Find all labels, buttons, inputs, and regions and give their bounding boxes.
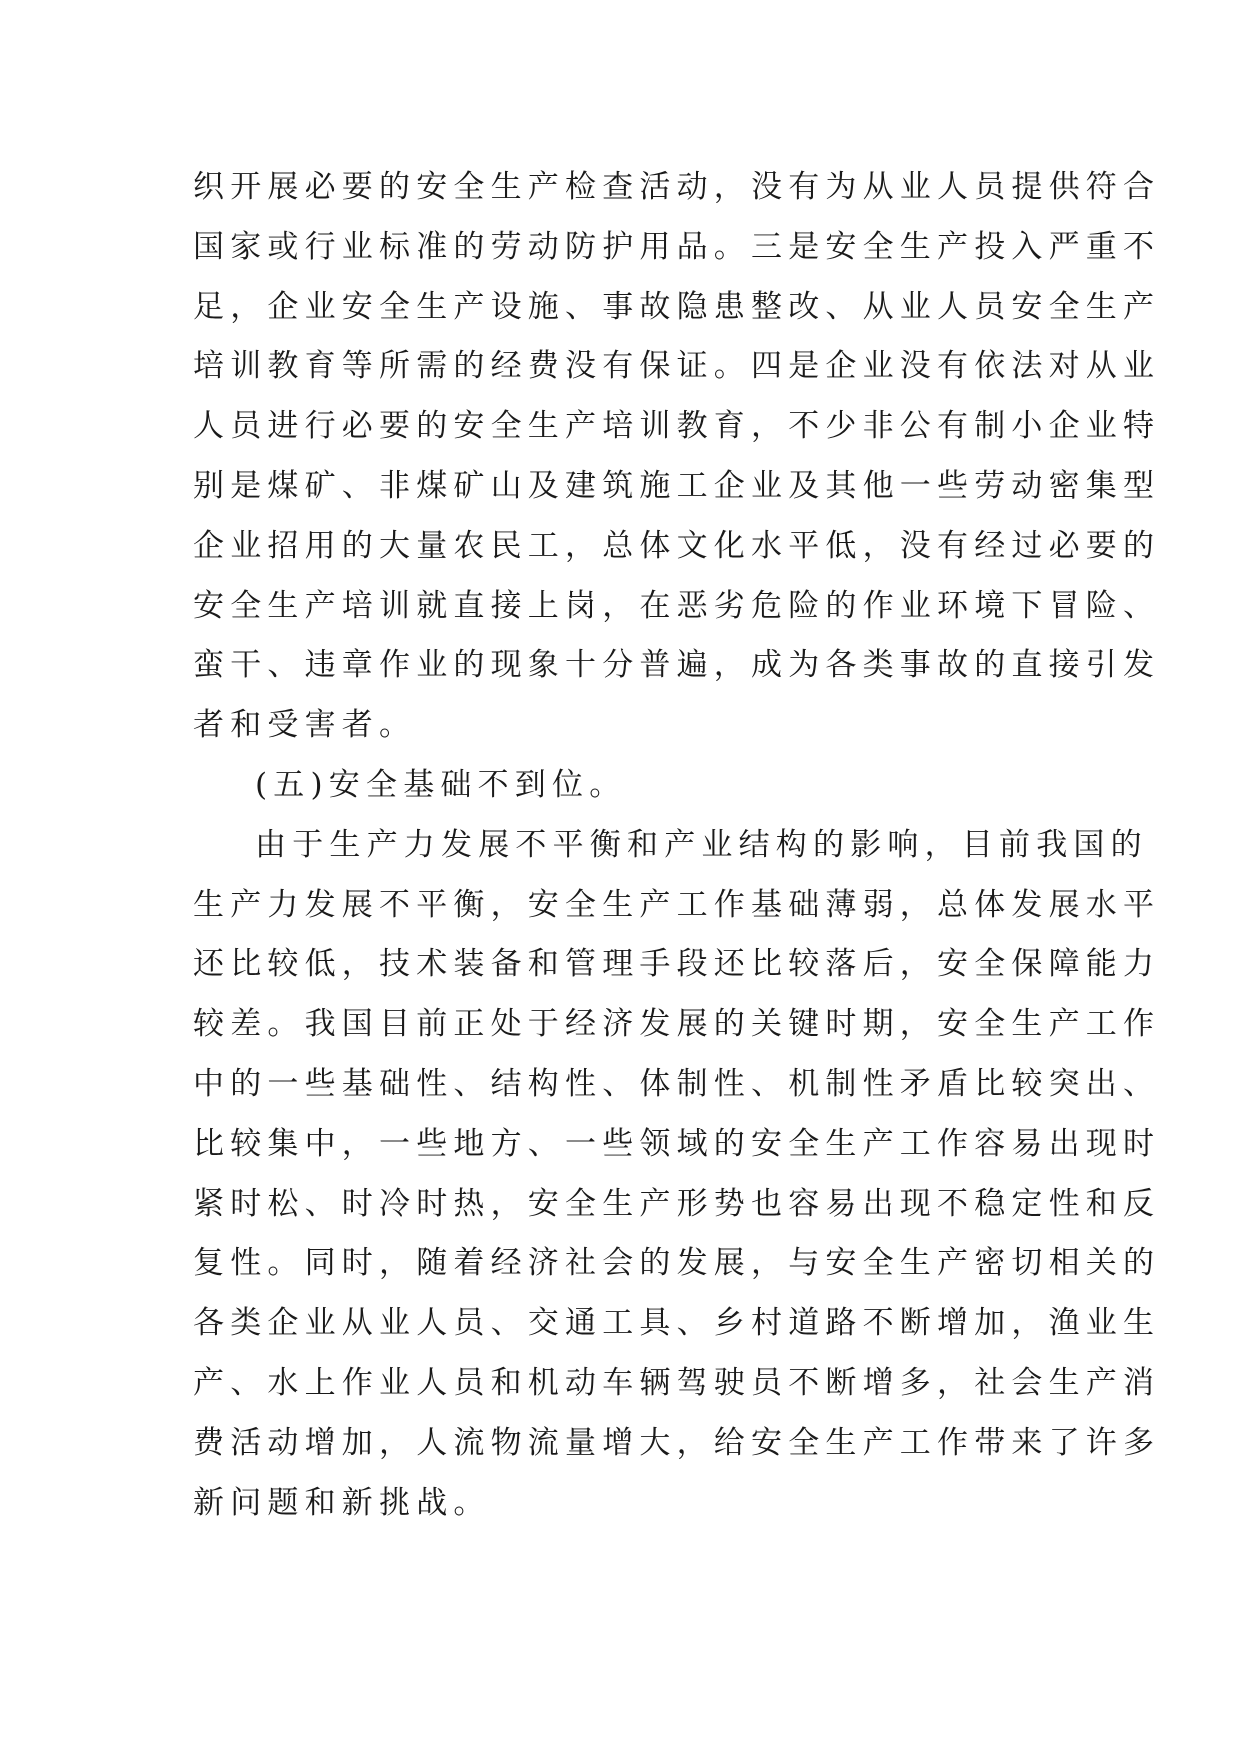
text-line: 费活动增加，人流物流量增大，给安全生产工作带来了许多 <box>193 1424 1161 1461</box>
text-line: 由于生产力发展不平衡和产业结构的影响，目前我国的 <box>255 826 1148 863</box>
text-line: 足，企业安全生产设施、事故隐患整改、从业人员安全生产 <box>193 288 1161 325</box>
text-line: 各类企业从业人员、交通工具、乡村道路不断增加，渔业生 <box>193 1305 1161 1342</box>
text-line: 国家或行业标准的劳动防护用品。三是安全生产投入严重不 <box>193 228 1161 265</box>
body-text <box>193 158 1161 1533</box>
text-line: 安全生产培训就直接上岗，在恶劣危险的作业环境下冒险、 <box>193 587 1161 624</box>
text-line: 紧时松、时冷时热，安全生产形势也容易出现不稳定性和反 <box>193 1185 1161 1222</box>
text-line: 织开展必要的安全生产检查活动，没有为从业人员提供符合 <box>193 169 1161 205</box>
text-line: 比较集中，一些地方、一些领域的安全生产工作容易出现时 <box>193 1125 1161 1162</box>
text-line: 生产力发展不平衡，安全生产工作基础薄弱，总体发展水平 <box>193 886 1161 923</box>
text-line: 产、水上作业人员和机动车辆驾驶员不断增多，社会生产消 <box>193 1364 1161 1401</box>
text-line: 别是煤矿、非煤矿山及建筑施工企业及其他一些劳动密集型 <box>193 467 1161 504</box>
text-line: 人员进行必要的安全生产培训教育，不少非公有制小企业特 <box>193 408 1161 445</box>
text-line: 新问题和新挑战。 <box>193 1484 491 1521</box>
section-heading: (五)安全基础不到位。 <box>255 766 627 803</box>
text-line: 培训教育等所需的经费没有保证。四是企业没有依法对从业 <box>193 348 1161 385</box>
text-line: 较差。我国目前正处于经济发展的关键时期，安全生产工作 <box>193 1006 1161 1043</box>
text-line: 者和受害者。 <box>193 707 417 744</box>
text-line: 蛮干、违章作业的现象十分普遍，成为各类事故的直接引发 <box>193 647 1161 684</box>
text-line: 中的一些基础性、结构性、体制性、机制性矛盾比较突出、 <box>193 1065 1161 1102</box>
text-line: 复性。同时，随着经济社会的发展，与安全生产密切相关的 <box>193 1245 1161 1282</box>
text-line: 企业招用的大量农民工，总体文化水平低，没有经过必要的 <box>193 527 1161 564</box>
text-line: 还比较低，技术装备和管理手段还比较落后，安全保障能力 <box>193 946 1161 983</box>
